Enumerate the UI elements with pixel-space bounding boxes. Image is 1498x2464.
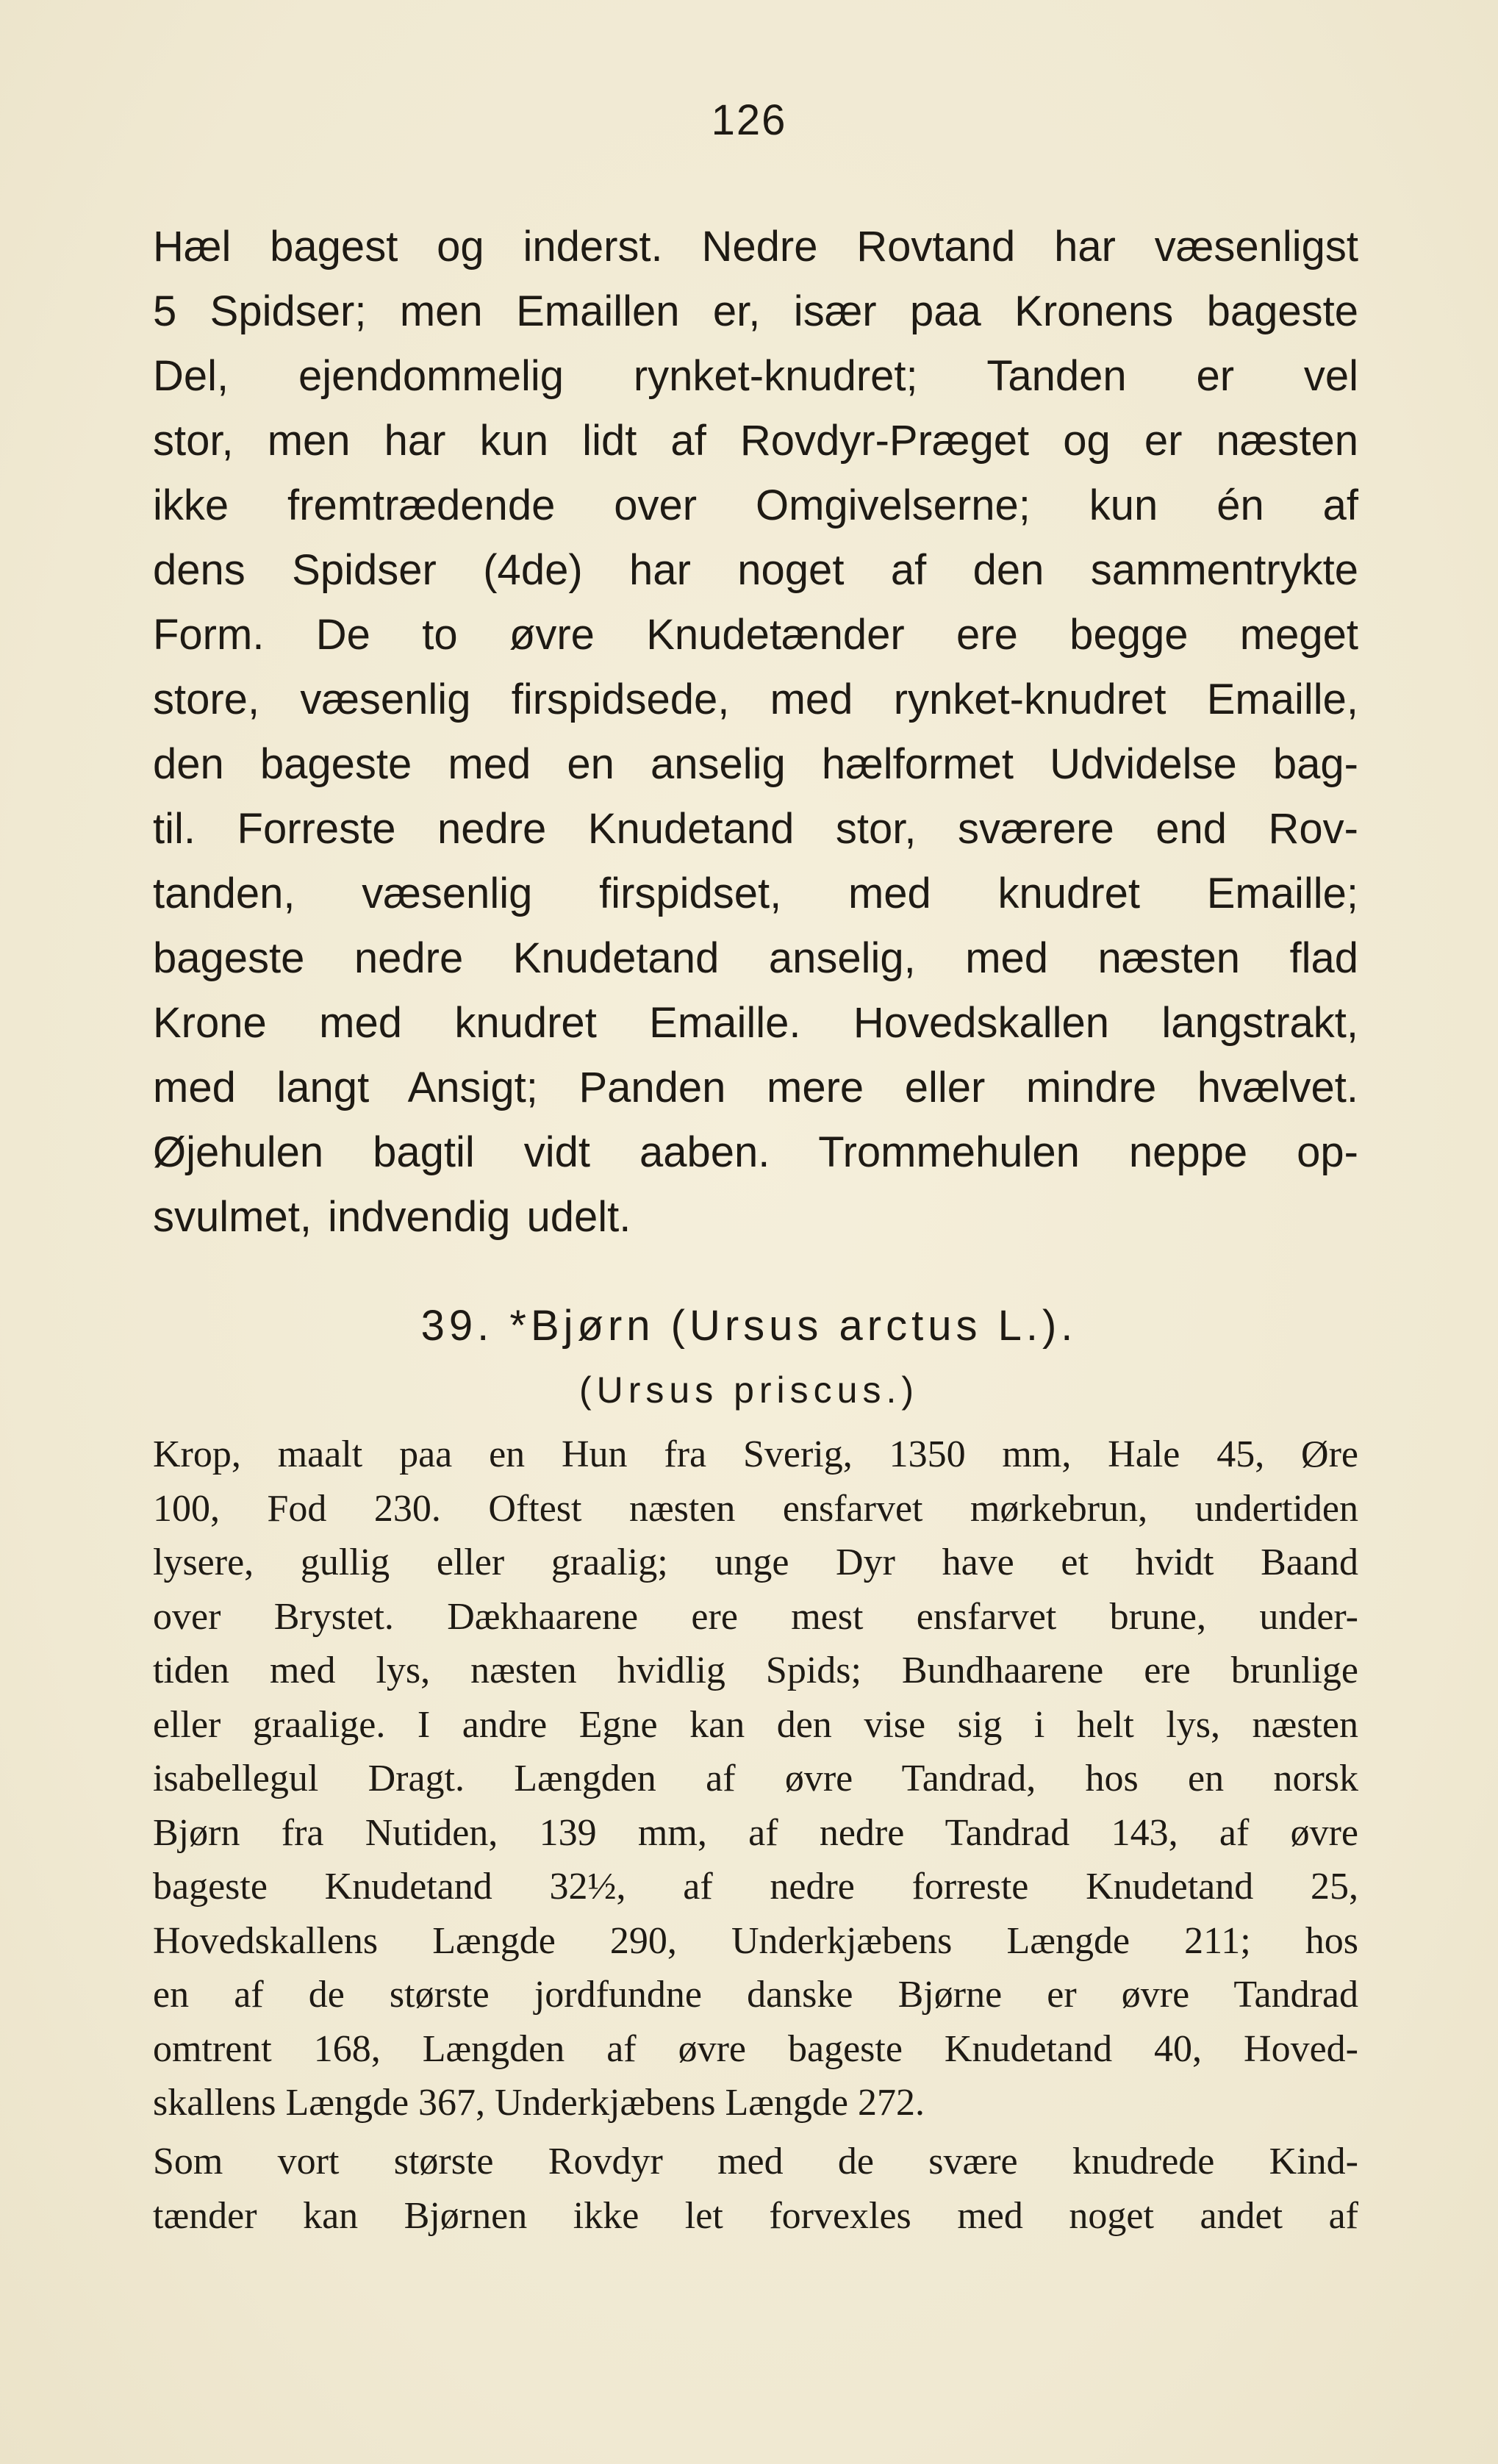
section-subheading: (Ursus priscus.)	[578, 1369, 920, 1411]
text-line: 100, Fod 230. Oftest næsten ensfarvet mørkebrun, undertiden	[153, 1487, 1358, 1530]
text-line: eller graalige. I andre Egne kan den vise sig i helt lys, næsten	[153, 1703, 1358, 1746]
text-line: over Brystet. Dækhaarene ere mest ensfarvet brune, under-	[153, 1595, 1358, 1638]
text-line: lysere, gullig eller graalig; unge Dyr have et hvidt Baand	[153, 1541, 1358, 1583]
text-line: Krone med knudret Emaille. Hovedskallen langstrakt,	[153, 999, 1358, 1047]
text-line: ikke fremtrædende over Omgivelserne; kun én af	[153, 481, 1358, 529]
text-line: Form. De to øvre Knudetænder ere begge meget	[153, 611, 1358, 659]
text-line: Del, ejendommelig rynket-knudret; Tanden er vel	[153, 352, 1358, 400]
text-line: Krop, maalt paa en Hun fra Sverig, 1350 mm, Hale 45, Øre	[153, 1433, 1358, 1475]
paragraph-tooth-description	[153, 215, 1358, 1250]
text-line: 5 Spidser; men Emaillen er, især paa Kronens bageste	[153, 287, 1358, 335]
text-line: tanden, væsenlig firspidset, med knudret Emaille;	[153, 870, 1358, 917]
text-line: tiden med lys, næsten hvidlig Spids; Bundhaarene ere brunlige	[153, 1650, 1358, 1691]
text-line: store, væsenlig firspidsede, med rynket-knudret Emaille,	[153, 676, 1358, 723]
text-line: Hæl bagest og inderst. Nedre Rovtand har væsenligst	[153, 223, 1358, 271]
text-line: dens Spidser (4de) har noget af den sammentrykte	[153, 546, 1358, 594]
page-number: 126	[711, 96, 787, 144]
text-line: skallens Længde 367, Underkjæbens Længde 272.	[153, 2082, 925, 2124]
text-line: svulmet, indvendig udelt.	[153, 1193, 631, 1241]
text-line: en af de største jordfundne danske Bjørne er øvre Tandrad	[153, 1974, 1358, 2016]
text-line: stor, men har kun lidt af Rovdyr-Præget og er næsten	[153, 417, 1358, 465]
text-line: Hovedskallens Længde 290, Underkjæbens Længde 211; hos	[153, 1919, 1358, 1962]
text-line: tænder kan Bjørnen ikke let forvexles med noget andet af	[153, 2194, 1358, 2237]
text-line: omtrent 168, Længden af øvre bageste Knudetand 40, Hoved-	[153, 2027, 1358, 2070]
section-heading: 39. *Bjørn (Ursus arctus L.).	[420, 1302, 1078, 1350]
text-line: den bageste med en anselig hælformet Udvidelse bag-	[153, 740, 1358, 788]
paragraph-bear-identification	[153, 2135, 1358, 2243]
text-line: Øjehulen bagtil vidt aaben. Trommehulen neppe op-	[153, 1128, 1358, 1176]
text-line: Som vort største Rovdyr med de svære knudrede Kind-	[153, 2141, 1358, 2182]
text-line: Bjørn fra Nutiden, 139 mm, af nedre Tandrad 143, af øvre	[153, 1811, 1358, 1854]
text-line: bageste Knudetand 32½, af nedre forreste Knudetand 25,	[153, 1866, 1358, 1908]
paragraph-bear-measurements	[153, 1428, 1358, 2130]
text-line: med langt Ansigt; Panden mere eller mindre hvælvet.	[153, 1064, 1358, 1111]
text-line: bageste nedre Knudetand anselig, med næsten flad	[153, 934, 1358, 982]
text-line: til. Forreste nedre Knudetand stor, sværere end Rov-	[153, 805, 1358, 853]
text-line: isabellegul Dragt. Længden af øvre Tandrad, hos en norsk	[153, 1758, 1358, 1799]
